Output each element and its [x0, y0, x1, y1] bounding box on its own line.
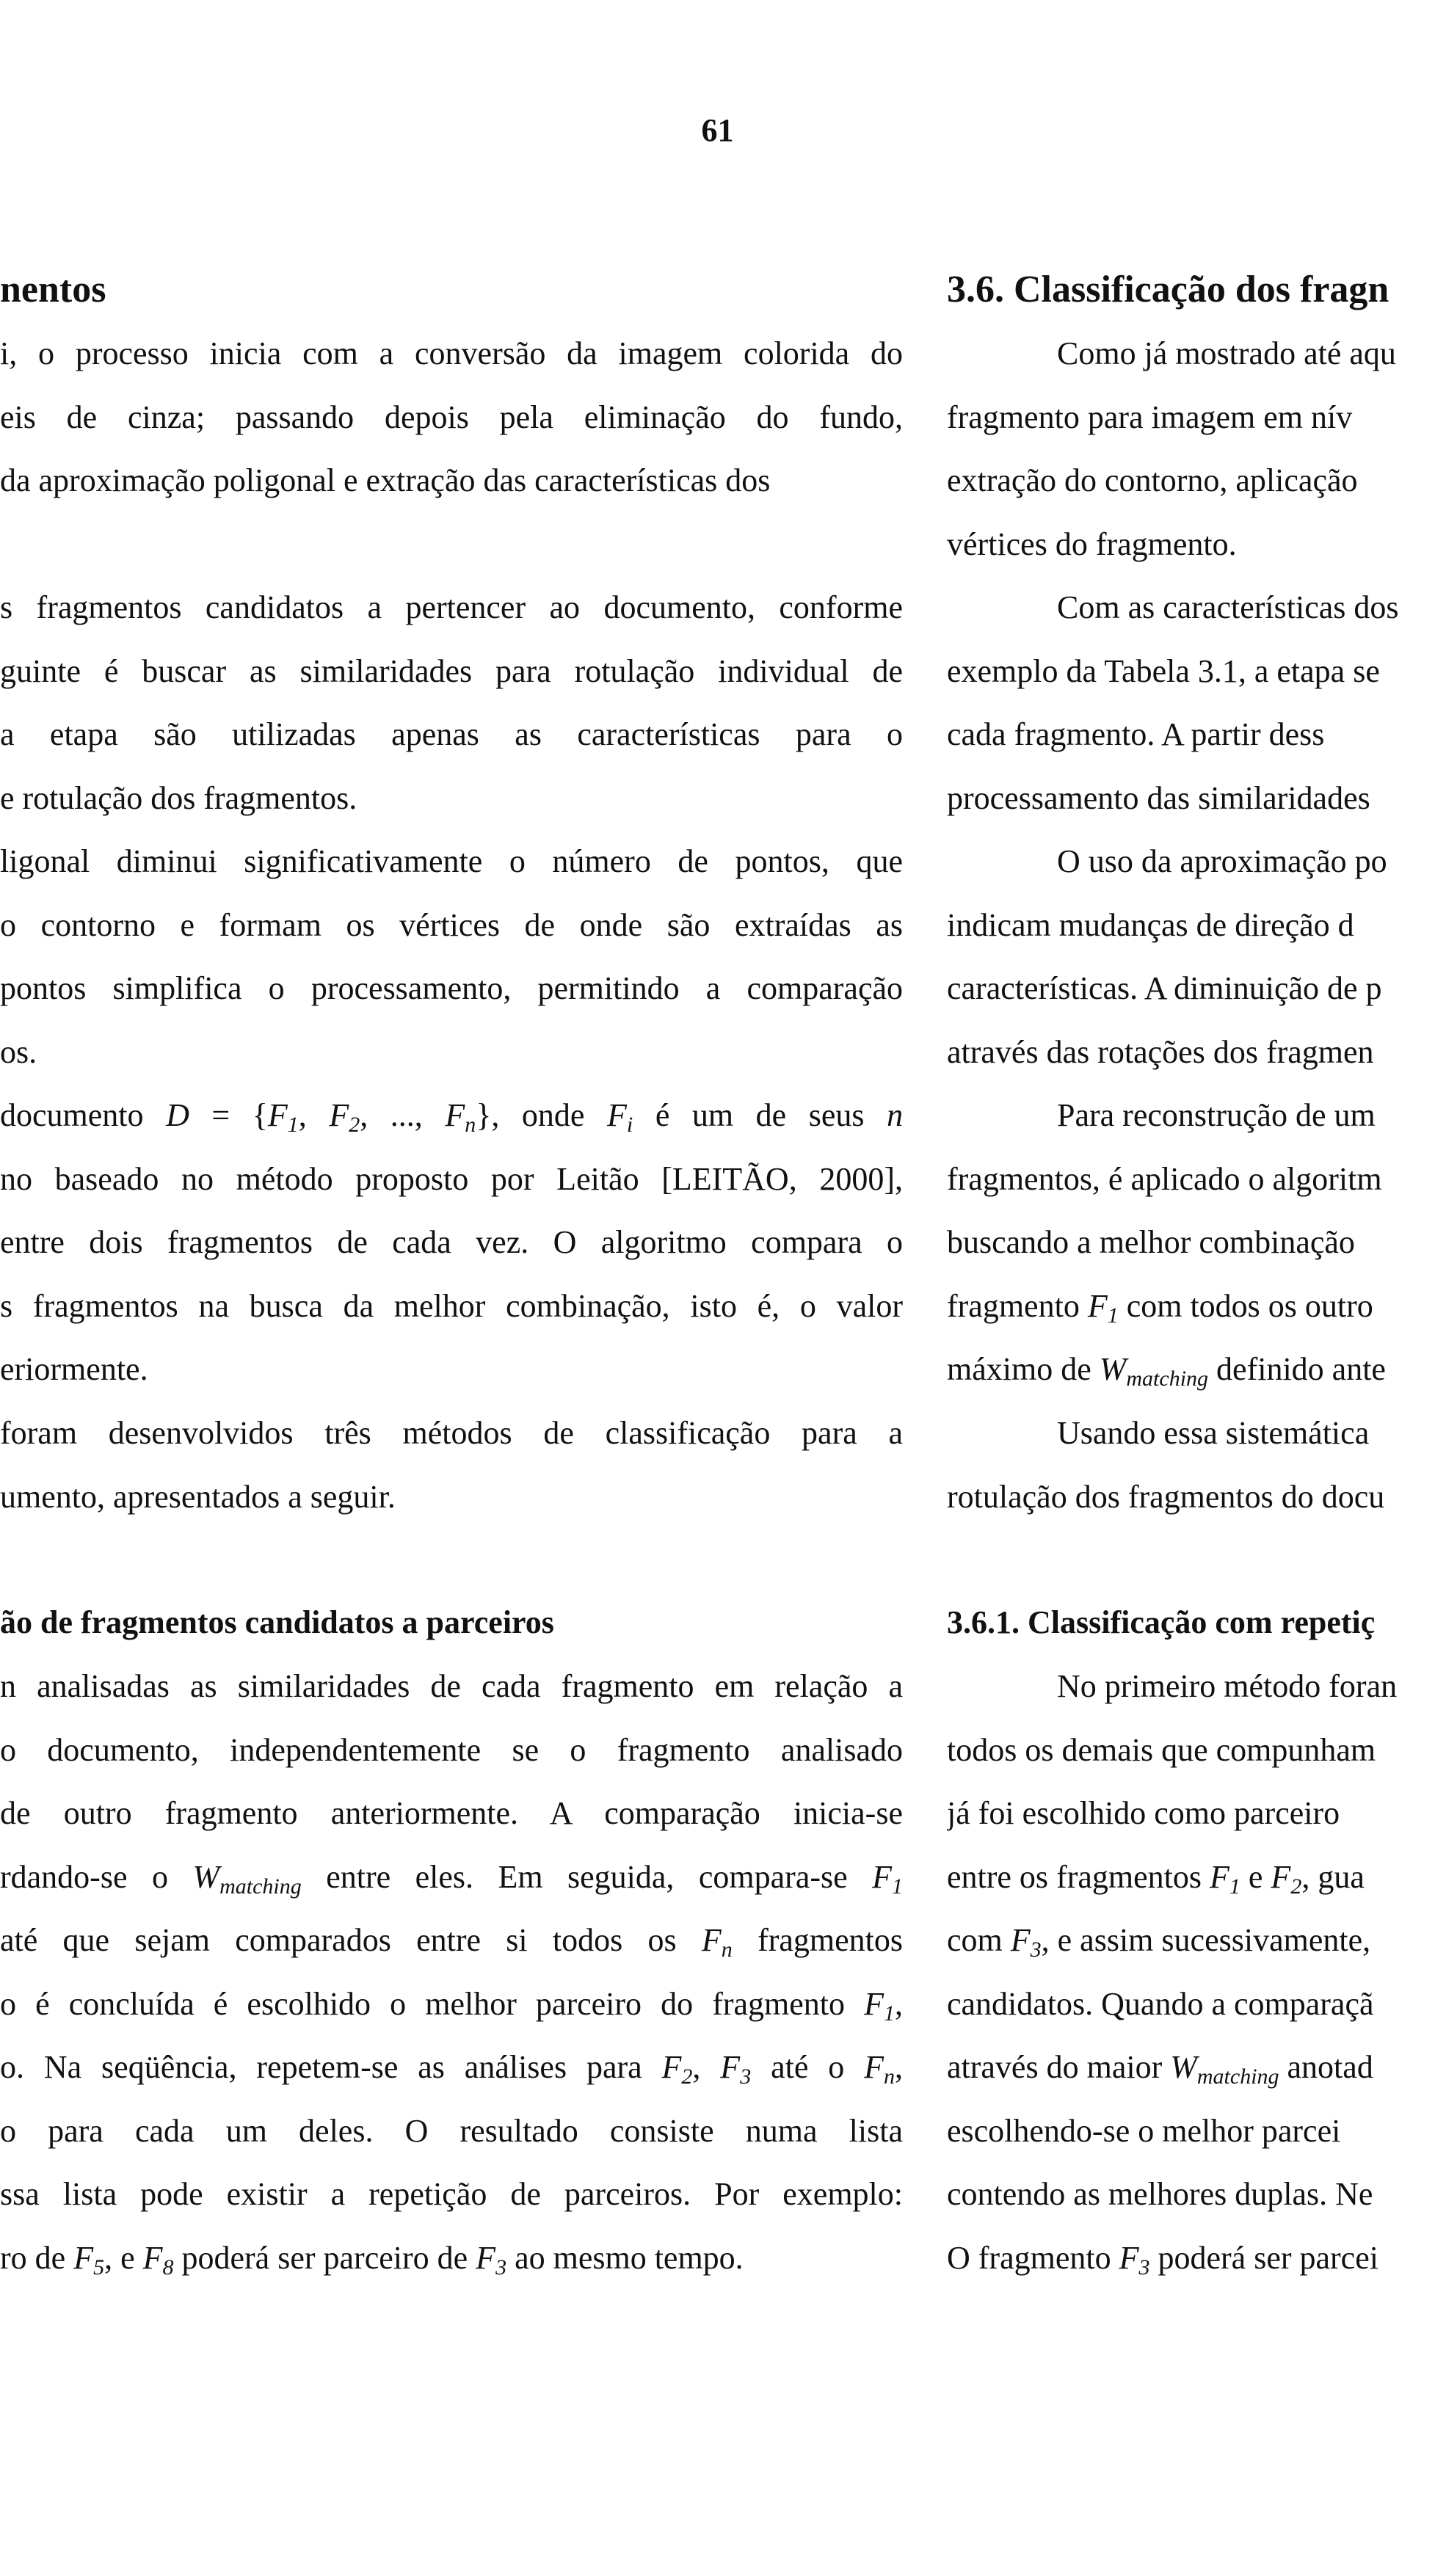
text-line: documento $D = \{F_1$, $F_2$, ..., $F_n$}, onde $F_i$ é um de seus n	[0, 1097, 903, 1137]
text-line: o para cada um deles. O resultado consiste numa lista	[0, 2112, 903, 2149]
subsection-heading-left: ão de fragmentos candidatos a parceiros	[0, 1604, 554, 1640]
text-line: No primeiro método foran	[1057, 1668, 1398, 1704]
text-line: através do maior $W_{matching}$ anotad	[947, 2049, 1373, 2089]
left-paragraph-6	[0, 1655, 903, 2290]
text-line: entre os fragmentos $F_1$ e $F_2$, gua	[947, 1858, 1365, 1899]
right-paragraph-5	[947, 1402, 1435, 1529]
text-line: máximo de $W_{matching}$ definido ante	[947, 1351, 1386, 1391]
text-line: rotulação dos fragmentos do docu	[947, 1478, 1385, 1515]
text-line: foram desenvolvidos três métodos de classificação para a	[0, 1415, 903, 1451]
text-line: ligonal diminui significativamente o número de pontos, que	[0, 843, 903, 879]
text-line: ro de $F_5$, e $F_8$ poderá ser parceiro de $F_3$ ao mesmo tempo.	[0, 2239, 744, 2280]
text-line: eis de cinza; passando depois pela eliminação do fundo,	[0, 399, 903, 435]
text-line: o contorno e formam os vértices de onde são extraídas as	[0, 906, 903, 943]
left-paragraph-4	[0, 1084, 903, 1402]
text-line: Como já mostrado até aqu	[1057, 335, 1396, 371]
left-paragraph-3	[0, 830, 903, 1084]
text-line: de outro fragmento anteriormente. A comparação inicia-se	[0, 1795, 903, 1831]
text-line: buscando a melhor combinação	[947, 1224, 1355, 1260]
text-line: ssa lista pode existir a repetição de parceiros. Por exemplo:	[0, 2176, 903, 2212]
page-number: 61	[701, 112, 734, 148]
text-line: com $F_3$, e assim sucessivamente,	[947, 1922, 1371, 1962]
text-line: Com as características dos	[1057, 589, 1399, 625]
text-line: e rotulação dos fragmentos.	[0, 779, 357, 816]
text-line: cada fragmento. A partir dess	[947, 716, 1325, 752]
text-line: através das rotações dos fragmen	[947, 1033, 1374, 1070]
text-line: guinte é buscar as similaridades para rotulação individual de	[0, 652, 903, 689]
text-line: pontos simplifica o processamento, permitindo a comparação	[0, 970, 903, 1006]
text-line: todos os demais que compunham	[947, 1731, 1376, 1768]
text-line: O uso da aproximação po	[1057, 843, 1387, 879]
text-line: Usando essa sistemática	[1057, 1415, 1370, 1451]
text-line: Para reconstrução de um	[1057, 1097, 1376, 1133]
text-line: vértices do fragmento.	[947, 525, 1237, 562]
text-line: fragmento $F_1$ com todos os outro	[947, 1287, 1373, 1328]
text-line: indicam mudanças de direção d	[947, 906, 1354, 943]
right-column	[947, 0, 1435, 2576]
text-line: o é concluída é escolhido o melhor parceiro do fragmento $F_1$,	[0, 1985, 903, 2026]
text-line: exemplo da Tabela 3.1, a etapa se	[947, 652, 1380, 689]
text-line: contendo as melhores duplas. Ne	[947, 2176, 1373, 2212]
text-line: fragmento para imagem em nív	[947, 399, 1353, 435]
left-paragraph-1	[0, 322, 903, 513]
text-line: no baseado no método proposto por Leitão [LEITÃO, 2000],	[0, 1160, 903, 1197]
right-paragraph-1	[947, 322, 1435, 576]
section-heading-left: nentos	[0, 269, 106, 310]
right-paragraph-4	[947, 1084, 1435, 1402]
text-line: os.	[0, 1033, 37, 1070]
text-line: extração do contorno, aplicação	[947, 462, 1358, 498]
text-line: umento, apresentados a seguir.	[0, 1478, 396, 1515]
text-line: da aproximação poligonal e extração das características dos	[0, 462, 771, 498]
text-line: candidatos. Quando a comparaçã	[947, 1985, 1374, 2022]
right-paragraph-3	[947, 830, 1435, 1084]
text-line: o documento, independentemente se o fragmento analisado	[0, 1731, 903, 1768]
text-line: fragmentos, é aplicado o algoritm	[947, 1160, 1382, 1197]
text-line: eriormente.	[0, 1351, 148, 1387]
text-line: s fragmentos candidatos a pertencer ao documento, conforme	[0, 589, 903, 625]
left-paragraph-2	[0, 576, 903, 830]
text-line: a etapa são utilizadas apenas as características para o	[0, 716, 903, 752]
left-paragraph-5	[0, 1402, 903, 1529]
text-line: processamento das similaridades	[947, 779, 1370, 816]
text-line: rdando-se o $W_{matching}$ entre eles. Em seguida, compara-se $F_1$	[0, 1858, 903, 1899]
text-line: características. A diminuição de p	[947, 970, 1382, 1006]
right-paragraph-2	[947, 576, 1435, 830]
text-line: já foi escolhido como parceiro	[947, 1795, 1340, 1831]
text-line: até que sejam comparados entre si todos os $F_n$ fragmentos	[0, 1922, 903, 1962]
text-line: n analisadas as similaridades de cada fragmento em relação a	[0, 1668, 903, 1704]
text-line: O fragmento $F_3$ poderá ser parcei	[947, 2239, 1378, 2280]
text-line: i, o processo inicia com a conversão da imagem colorida do	[0, 335, 903, 371]
text-line: o. Na seqüência, repetem-se as análises para $F_2$, $F_3$ até o $F_n$,	[0, 2049, 903, 2089]
subsection-heading-right: 3.6.1. Classificação com repetiç	[947, 1604, 1376, 1640]
right-paragraph-6	[947, 1655, 1435, 2290]
section-heading-right: 3.6. Classificação dos fragn	[947, 269, 1389, 310]
text-line: entre dois fragmentos de cada vez. O algoritmo compara o	[0, 1224, 903, 1260]
text-line: s fragmentos na busca da melhor combinação, isto é, o valor	[0, 1287, 903, 1324]
text-line: escolhendo-se o melhor parcei	[947, 2112, 1341, 2149]
